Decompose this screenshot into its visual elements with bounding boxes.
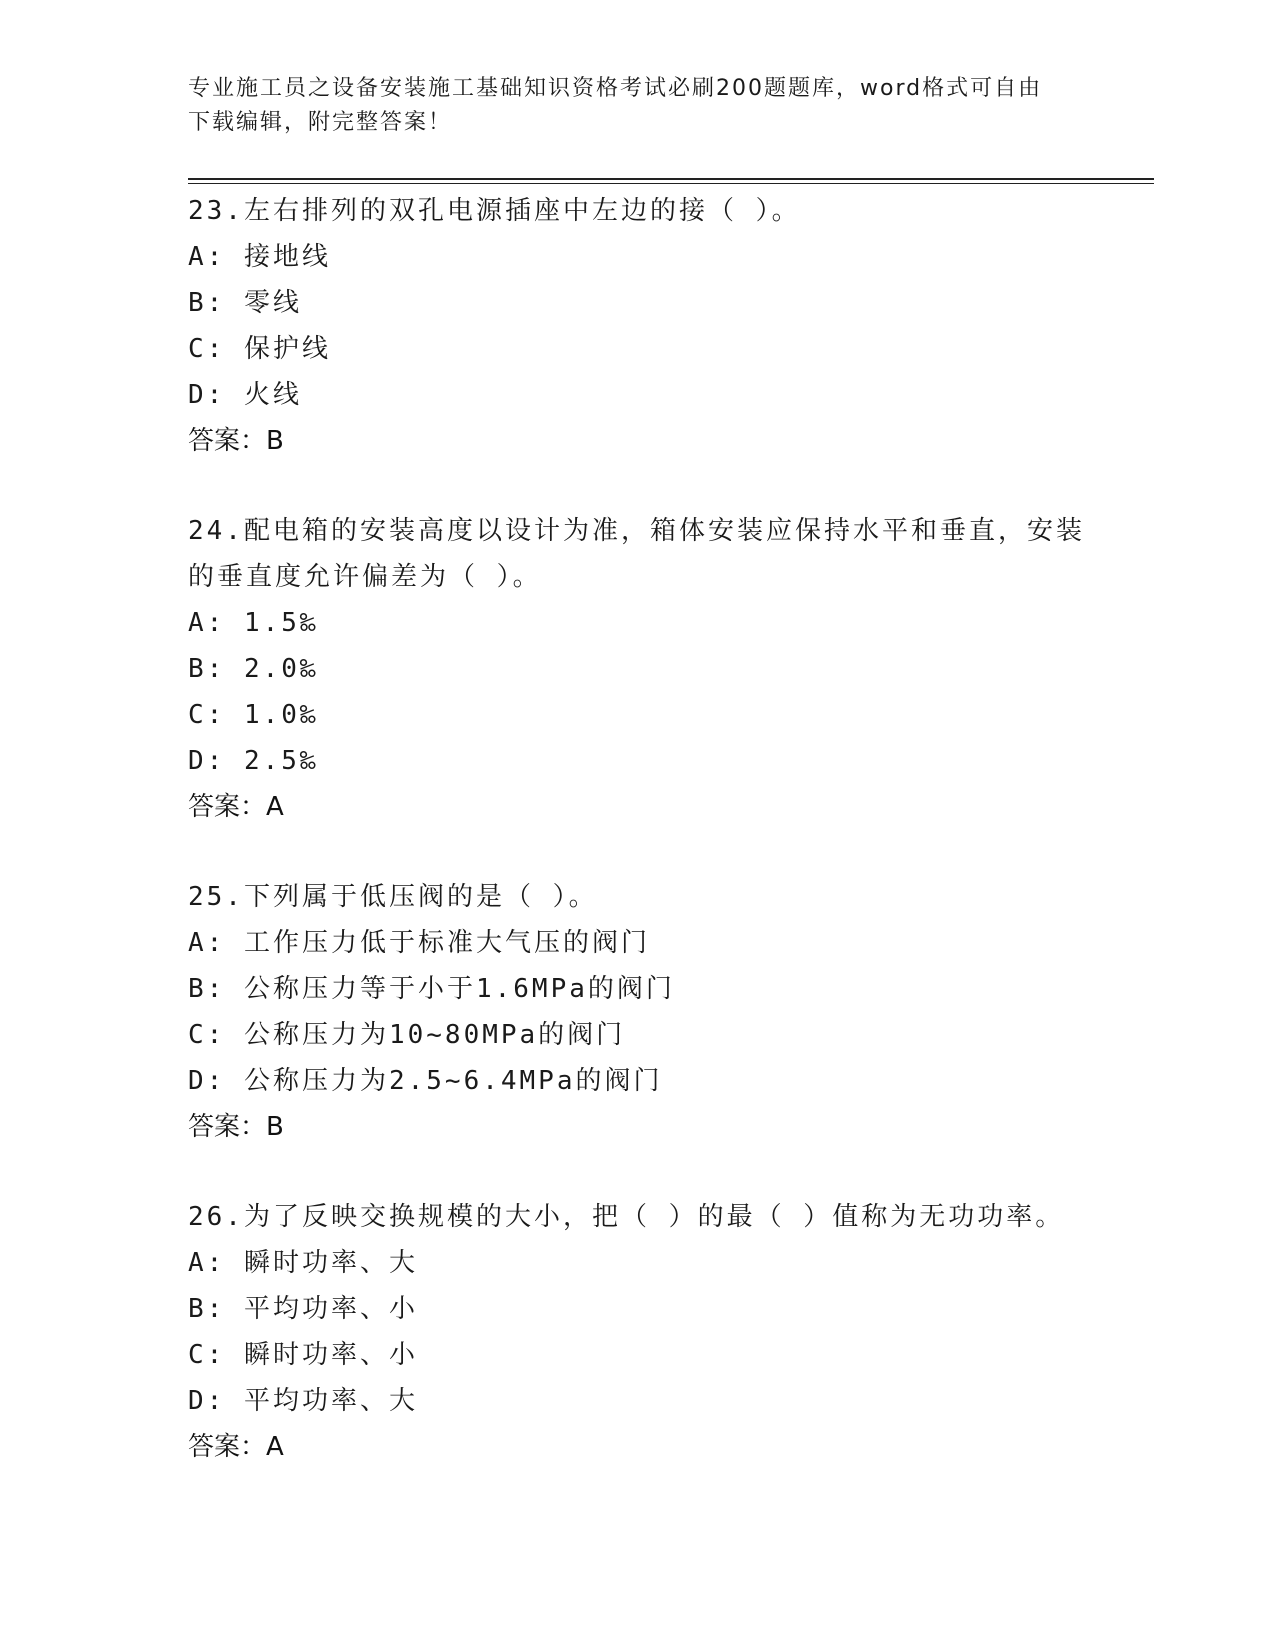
option-c: C: 1.0‰ (188, 700, 319, 730)
option-c: C: 公称压力为10~80MPa的阀门 (188, 1020, 626, 1050)
header-divider-thin (188, 183, 1154, 184)
option-a: A: 1.5‰ (188, 608, 319, 638)
answer-line: 答案：A (188, 792, 284, 822)
option-a: A: 工作压力低于标准大气压的阀门 (188, 928, 650, 958)
question-25 (188, 874, 1088, 1150)
option-d: D: 2.5‰ (188, 746, 319, 776)
document-header (188, 72, 1088, 140)
answer-line: 答案：B (188, 426, 284, 456)
option-b: B: 平均功率、小 (188, 1294, 418, 1324)
question-23 (188, 188, 1088, 464)
option-b: B: 零线 (188, 288, 302, 318)
question-stem: 24.配电箱的安装高度以设计为准，箱体安装应保持水平和垂直，安装 (188, 516, 1085, 546)
question-26 (188, 1194, 1088, 1470)
option-c: C: 瞬时功率、小 (188, 1340, 418, 1370)
option-c: C: 保护线 (188, 334, 331, 364)
question-stem: 25.下列属于低压阀的是（ ）。 (188, 882, 598, 912)
header-line-1: 专业施工员之设备安装施工基础知识资格考试必刷200题题库，word格式可自由 (188, 76, 1043, 101)
question-list (188, 188, 1088, 1514)
question-stem: 23.左右排列的双孔电源插座中左边的接（ ）。 (188, 196, 801, 226)
option-d: D: 公称压力为2.5~6.4MPa的阀门 (188, 1066, 663, 1096)
question-24 (188, 508, 1088, 830)
option-b: B: 公称压力等于小于1.6MPa的阀门 (188, 974, 675, 1004)
answer-line: 答案：B (188, 1112, 284, 1142)
question-stem-continued: 的垂直度允许偏差为（ ）。 (188, 562, 542, 592)
header-line-2: 下载编辑，附完整答案！ (188, 110, 453, 135)
question-stem: 26.为了反映交换规模的大小，把（ ）的最（ ）值称为无功功率。 (188, 1202, 1065, 1232)
option-b: B: 2.0‰ (188, 654, 319, 684)
option-d: D: 火线 (188, 380, 302, 410)
header-divider-thick (188, 178, 1154, 180)
answer-line: 答案：A (188, 1432, 284, 1462)
option-d: D: 平均功率、大 (188, 1386, 418, 1416)
option-a: A: 接地线 (188, 242, 331, 272)
option-a: A: 瞬时功率、大 (188, 1248, 418, 1278)
